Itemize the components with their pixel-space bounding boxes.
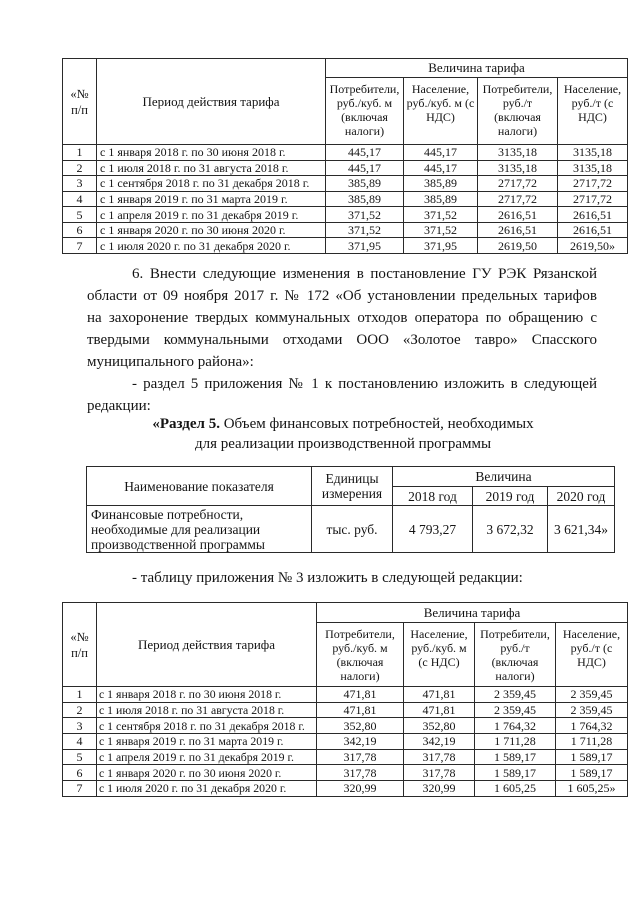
- value-2020-cell: 3 621,34»: [548, 506, 615, 553]
- tariff-value-cell: 1 589,17: [556, 765, 628, 781]
- period-cell: с 1 июля 2020 г. по 31 декабря 2020 г.: [97, 781, 317, 797]
- heading-line-1: [87, 414, 599, 434]
- paragraph-line: области от 09 ноября 2017 г. № 172 «Об установлении предельных тарифов: [87, 288, 597, 304]
- table-row: [63, 176, 628, 192]
- tariff-value-cell: 2619,50»: [558, 238, 628, 254]
- column-header-population-per-m3: Население, руб./куб. м (с НДС): [404, 78, 478, 145]
- row-number-cell: 4: [63, 734, 97, 750]
- period-cell: с 1 января 2020 г. по 30 июня 2020 г.: [97, 222, 326, 238]
- tariff-value-cell: 471,81: [404, 687, 475, 703]
- tariff-value-cell: 385,89: [326, 176, 404, 192]
- tariff-value-cell: 2717,72: [478, 191, 558, 207]
- table-row: [63, 191, 628, 207]
- heading-bold-label: «Раздел 5.: [152, 416, 220, 432]
- tariff-table-body: [63, 145, 628, 254]
- column-header-consumers-per-m3: Потребители, руб./куб. м (включая налоги): [317, 623, 404, 687]
- table-row: [63, 160, 628, 176]
- tariff-value-cell: 1 711,28: [475, 734, 556, 750]
- column-header-period: Период действия тарифа: [97, 59, 326, 145]
- column-header-population-per-ton: Население, руб./т (с НДС): [556, 623, 628, 687]
- section-5-heading: [87, 414, 599, 454]
- table-row: [63, 749, 628, 765]
- tariff-value-cell: 371,95: [326, 238, 404, 254]
- table-row: [87, 506, 615, 553]
- tariff-value-cell: 371,52: [326, 207, 404, 223]
- column-header-year-2019: 2019 год: [473, 487, 548, 506]
- heading-line-2: для реализации производственной программы: [194, 436, 492, 452]
- header-row: [87, 467, 615, 487]
- tariff-value-cell: 2616,51: [558, 207, 628, 223]
- tariff-value-cell: 317,78: [317, 749, 404, 765]
- column-header-consumers-per-ton: Потребители, руб./т (включая налоги): [478, 78, 558, 145]
- tariff-value-cell: 2 359,45: [556, 687, 628, 703]
- column-header-number: «№ п/п: [63, 603, 97, 687]
- period-cell: с 1 июля 2020 г. по 31 декабря 2020 г.: [97, 238, 326, 254]
- financial-needs-table: [86, 466, 615, 553]
- tariff-table-3: [62, 602, 628, 797]
- table-row: [63, 687, 628, 703]
- column-header-consumers-per-ton: Потребители, руб./т (включая налоги): [475, 623, 556, 687]
- tariff-value-cell: 371,95: [404, 238, 478, 254]
- tariff-value-cell: 371,52: [404, 222, 478, 238]
- tariff-value-cell: 2717,72: [478, 176, 558, 192]
- value-2019-cell: 3 672,32: [473, 506, 548, 553]
- tariff-value-cell: 1 589,17: [475, 765, 556, 781]
- paragraph-line: 6. Внести следующие изменения в постановление ГУ РЭК Рязанской: [132, 266, 597, 282]
- period-cell: с 1 января 2019 г. по 31 марта 2019 г.: [97, 734, 317, 750]
- tariff-value-cell: 320,99: [317, 781, 404, 797]
- tariff-value-cell: 342,19: [317, 734, 404, 750]
- tariff-value-cell: 3135,18: [478, 160, 558, 176]
- tariff-value-cell: 371,52: [326, 222, 404, 238]
- period-cell: с 1 января 2020 г. по 30 июня 2020 г.: [97, 765, 317, 781]
- column-header-tariff-value: Величина тарифа: [317, 603, 628, 623]
- row-number-cell: 7: [63, 238, 97, 254]
- paragraph-line: редакции:: [87, 398, 151, 414]
- tariff-value-cell: 3135,18: [478, 145, 558, 161]
- tariff-value-cell: 317,78: [404, 749, 475, 765]
- paragraph-line: - раздел 5 приложения № 1 к постановлению изложить в следующей: [132, 376, 597, 392]
- tariff-value-cell: 1 605,25: [475, 781, 556, 797]
- row-number-cell: 6: [63, 765, 97, 781]
- row-number-cell: 4: [63, 191, 97, 207]
- row-number-cell: 1: [63, 145, 97, 161]
- table-row: [63, 718, 628, 734]
- tariff-value-cell: 1 711,28: [556, 734, 628, 750]
- tariff-value-cell: 2616,51: [478, 207, 558, 223]
- column-header-unit: Единицы измерения: [312, 467, 393, 506]
- table-row: [63, 781, 628, 797]
- tariff-table-header: [63, 59, 628, 145]
- column-header-year-2020: 2020 год: [548, 487, 615, 506]
- column-header-value: Величина: [393, 467, 615, 487]
- tariff-value-cell: 385,89: [404, 191, 478, 207]
- tariff-value-cell: 352,80: [317, 718, 404, 734]
- tariff-value-cell: 2616,51: [558, 222, 628, 238]
- table-row: [63, 238, 628, 254]
- tariff-value-cell: 385,89: [326, 191, 404, 207]
- tariff-value-cell: 2717,72: [558, 176, 628, 192]
- tariff-value-cell: 471,81: [404, 702, 475, 718]
- period-cell: с 1 сентября 2018 г. по 31 декабря 2018 г.: [97, 718, 317, 734]
- table-3-intro-text: - таблицу приложения № 3 изложить в следующей редакции:: [132, 570, 523, 586]
- table-row: [63, 734, 628, 750]
- table-row: [63, 222, 628, 238]
- tariff-value-cell: 2619,50: [478, 238, 558, 254]
- tariff-table-header: [63, 603, 628, 687]
- period-cell: с 1 января 2018 г. по 30 июня 2018 г.: [97, 687, 317, 703]
- table-row: [63, 207, 628, 223]
- column-header-consumers-per-m3: Потребители, руб./куб. м (включая налоги): [326, 78, 404, 145]
- period-cell: с 1 апреля 2019 г. по 31 декабря 2019 г.: [97, 749, 317, 765]
- row-number-cell: 3: [63, 176, 97, 192]
- financial-table-body: [87, 506, 615, 553]
- heading-line-1-text: Объем финансовых потребностей, необходимых: [223, 416, 534, 432]
- row-number-cell: 7: [63, 781, 97, 797]
- row-number-cell: 1: [63, 687, 97, 703]
- tariff-value-cell: 2717,72: [558, 191, 628, 207]
- header-row: [63, 603, 628, 623]
- column-header-tariff-value: Величина тарифа: [326, 59, 628, 78]
- period-cell: с 1 января 2018 г. по 30 июня 2018 г.: [97, 145, 326, 161]
- tariff-value-cell: 2616,51: [478, 222, 558, 238]
- clause-6-paragraph: [87, 263, 597, 417]
- tariff-value-cell: 317,78: [404, 765, 475, 781]
- tariff-value-cell: 1 589,17: [556, 749, 628, 765]
- row-number-cell: 2: [63, 702, 97, 718]
- header-row: [63, 59, 628, 78]
- table-row: [63, 702, 628, 718]
- tariff-value-cell: 471,81: [317, 702, 404, 718]
- table-row: [63, 145, 628, 161]
- column-header-population-per-m3: Население, руб./куб. м (с НДС): [404, 623, 475, 687]
- tariff-value-cell: 2 359,45: [556, 702, 628, 718]
- row-number-cell: 2: [63, 160, 97, 176]
- indicator-name-cell: Финансовые потребности, необходимые для реализации производственной программы: [87, 506, 312, 553]
- row-number-cell: 3: [63, 718, 97, 734]
- row-number-cell: 5: [63, 749, 97, 765]
- row-number-cell: 6: [63, 222, 97, 238]
- tariff-value-cell: 445,17: [326, 160, 404, 176]
- tariff-value-cell: 320,99: [404, 781, 475, 797]
- tariff-value-cell: 445,17: [404, 145, 478, 161]
- paragraph-line: муниципального района»:: [87, 354, 254, 370]
- column-header-period: Период действия тарифа: [97, 603, 317, 687]
- column-header-number: «№ п/п: [63, 59, 97, 145]
- tariff-value-cell: 1 605,25»: [556, 781, 628, 797]
- period-cell: с 1 апреля 2019 г. по 31 декабря 2019 г.: [97, 207, 326, 223]
- period-cell: с 1 января 2019 г. по 31 марта 2019 г.: [97, 191, 326, 207]
- tariff-value-cell: 385,89: [404, 176, 478, 192]
- tariff-value-cell: 2 359,45: [475, 687, 556, 703]
- row-number-cell: 5: [63, 207, 97, 223]
- tariff-value-cell: 471,81: [317, 687, 404, 703]
- paragraph-line: на захоронение твердых коммунальных отходов оператора по обращению с: [87, 310, 597, 326]
- tariff-value-cell: 3135,18: [558, 145, 628, 161]
- tariff-value-cell: 352,80: [404, 718, 475, 734]
- tariff-value-cell: 317,78: [317, 765, 404, 781]
- tariff-value-cell: 1 764,32: [556, 718, 628, 734]
- table-row: [63, 765, 628, 781]
- tariff-table-1: [62, 58, 628, 254]
- period-cell: с 1 сентября 2018 г. по 31 декабря 2018 г.: [97, 176, 326, 192]
- tariff-value-cell: 342,19: [404, 734, 475, 750]
- column-header-indicator-name: Наименование показателя: [87, 467, 312, 506]
- tariff-value-cell: 2 359,45: [475, 702, 556, 718]
- period-cell: с 1 июля 2018 г. по 31 августа 2018 г.: [97, 702, 317, 718]
- unit-cell: тыс. руб.: [312, 506, 393, 553]
- column-header-population-per-ton: Население, руб./т (с НДС): [558, 78, 628, 145]
- financial-table-header: [87, 467, 615, 506]
- paragraph-line: твердыми коммунальными отходами ООО «Золотое тавро» Спасского: [87, 332, 597, 348]
- column-header-year-2018: 2018 год: [393, 487, 473, 506]
- tariff-value-cell: 371,52: [404, 207, 478, 223]
- tariff-value-cell: 445,17: [404, 160, 478, 176]
- tariff-value-cell: 1 764,32: [475, 718, 556, 734]
- tariff-value-cell: 3135,18: [558, 160, 628, 176]
- value-2018-cell: 4 793,27: [393, 506, 473, 553]
- period-cell: с 1 июля 2018 г. по 31 августа 2018 г.: [97, 160, 326, 176]
- tariff-table-body: [63, 687, 628, 797]
- tariff-value-cell: 445,17: [326, 145, 404, 161]
- tariff-value-cell: 1 589,17: [475, 749, 556, 765]
